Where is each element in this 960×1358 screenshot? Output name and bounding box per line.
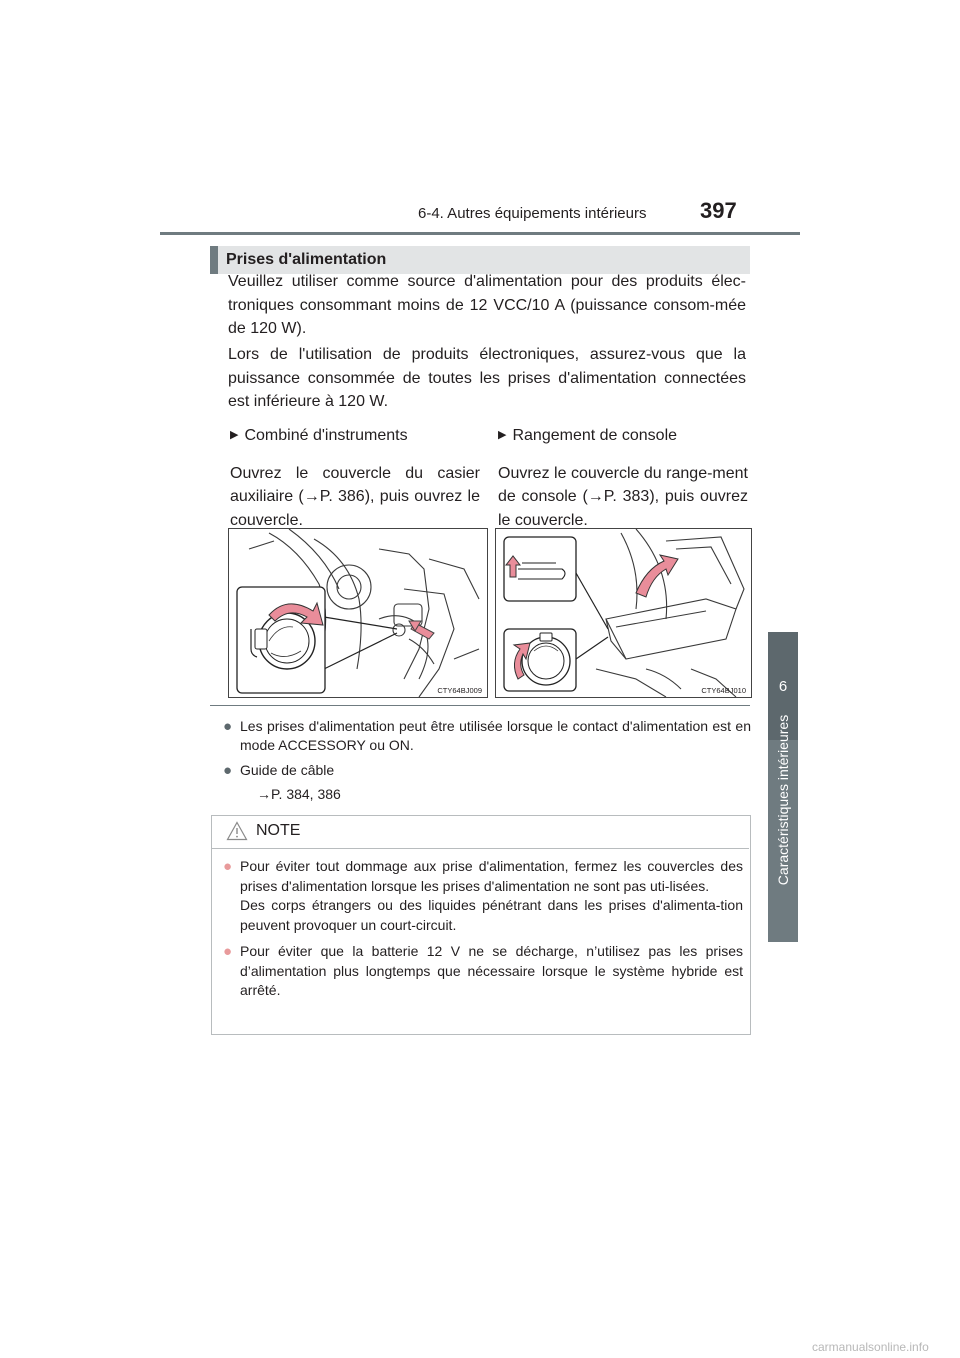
bullet-dot-icon: ● [223, 718, 233, 735]
column-heading-text: Combiné d'instruments [244, 427, 408, 444]
page-reference: →P. 384, 386 [257, 786, 341, 802]
triangle-bullet-icon: ▶ [230, 429, 239, 441]
header-section-title: 6-4. Autres équipements intérieurs [418, 205, 647, 222]
triangle-bullet-icon: ▶ [498, 429, 507, 441]
note-item-text: Pour éviter que la batterie 12 V ne se décharge, n’utilisez pas les prises d’alimentation plus longtemps que nécessaire lorsque le système hybride est arrêté. [240, 943, 743, 998]
note-item-text: Pour éviter tout dommage aux prise d'alimentation, fermez les couvercles des prises d'alimentation lorsque les prises d'alimentation ne sont pas uti-lisées. Des corps étrangers ou des liquides pénétrant dans les prises d'alimenta-tion peuvent provoquer un court-circuit. [240, 858, 743, 933]
figure-code: CTY64BJ010 [701, 686, 746, 695]
intro-paragraph-1: Veuillez utiliser comme source d'alimentation pour des produits élec-troniques consommant moins de 12 VCC/10 A (puissance consom-mée de 120 W). [228, 273, 746, 337]
note-item [223, 857, 743, 935]
watermark: carmanualsonline.info [812, 1340, 929, 1354]
column-heading-text: Rangement de console [512, 427, 678, 444]
section-title-accent [210, 246, 218, 274]
note-rule [212, 848, 749, 849]
column-console-box [498, 424, 748, 532]
bullet-dot-icon: ● [223, 858, 233, 875]
column-body: Ouvrez le couvercle du casier auxiliaire (→P. 386), puis ouvrez le couvercle. [230, 464, 480, 529]
header-rule [160, 232, 800, 235]
instrument-panel-illustration [229, 529, 487, 697]
page-number: 397 [700, 198, 737, 223]
chapter-label: Caractéristiques intérieures [775, 714, 791, 886]
console-box-illustration [496, 529, 751, 697]
note-item [223, 942, 743, 1001]
bullet-text: Les prises d'alimentation peut être utilisée lorsque le contact d'alimentation est en mode ACCESSORY ou ON. [240, 718, 751, 753]
section-rule [210, 705, 750, 706]
bullet-dot-icon: ● [223, 762, 233, 779]
column-body: Ouvrez le couvercle du range-ment de console (→P. 383), puis ouvrez le couvercle. [498, 464, 748, 529]
info-bullets [223, 717, 751, 810]
column-instrument-panel [230, 424, 480, 532]
note-items [223, 857, 743, 1008]
note-header [226, 821, 300, 841]
note-title: NOTE [256, 822, 301, 839]
warning-triangle-icon [226, 821, 248, 841]
section-title: Prises d'alimentation [226, 251, 387, 268]
list-item [223, 761, 751, 804]
bullet-text: Guide de câble [240, 762, 335, 778]
bullet-dot-icon: ● [223, 943, 233, 960]
figure-instrument-panel [228, 528, 488, 698]
intro-paragraph-2: Lors de l'utilisation de produits électroniques, assurez-vous que la puissance consommée de toutes les prises d'alimentation connectées est inférieure à 120 W. [228, 346, 746, 410]
column-heading [498, 424, 748, 448]
figure-console-box [495, 528, 752, 698]
column-heading [230, 424, 480, 448]
list-item [223, 717, 751, 755]
figure-code: CTY64BJ009 [437, 686, 482, 695]
chapter-number: 6 [778, 677, 788, 695]
